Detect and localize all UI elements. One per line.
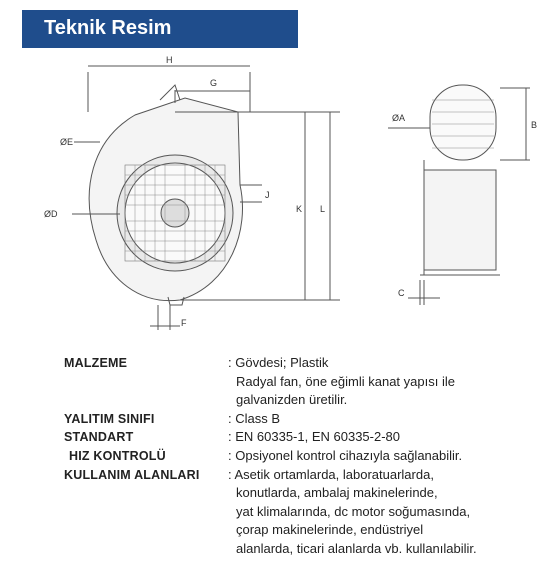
spec-value-line: alanlarda, ticari alanlarda vb. kullanılabilir. xyxy=(236,540,477,556)
dim-label-b: B xyxy=(531,120,538,130)
dim-label-c: C xyxy=(398,288,405,298)
spec-row-malzeme xyxy=(64,354,544,410)
spec-label: YALITIM SINIFI xyxy=(64,411,155,426)
spec-label: MALZEME xyxy=(64,356,128,370)
dim-label-oe: ØE xyxy=(60,137,74,147)
dim-label-h: H xyxy=(166,55,173,65)
spec-value-line: çorap makinelerinde, endüstriyel xyxy=(236,522,424,538)
spec-row-kullanim xyxy=(64,466,544,559)
spec-row-hiz xyxy=(64,447,544,466)
dim-label-j: J xyxy=(265,190,270,200)
dim-label-od: ØD xyxy=(44,209,58,219)
dim-label-f: F xyxy=(181,318,187,328)
spec-value: : Class B xyxy=(228,410,281,426)
spec-value-line: Radyal fan, öne eğimli kanat yapısı ile xyxy=(236,373,455,389)
spec-value xyxy=(228,354,544,410)
side-view-body xyxy=(424,170,496,270)
dim-label-g: G xyxy=(210,78,218,88)
spec-value-line: galvanizden üretilir. xyxy=(236,392,348,408)
spec-value-line: : Gövdesi; Plastik xyxy=(228,355,329,370)
spec-value-line: : Asetik ortamlarda, laboratuarlarda, xyxy=(228,466,434,482)
dim-label-k: K xyxy=(296,204,303,214)
spec-row-yalitim xyxy=(64,410,544,429)
spec-label: HIZ KONTROLÜ xyxy=(69,448,166,463)
spec-value: : Opsiyonel kontrol cihazıyla sağlanabilir. xyxy=(228,447,463,463)
spec-value-line: yat klimalarında, dc motor soğumasında, xyxy=(236,503,471,519)
spec-value xyxy=(228,466,544,559)
spec-value-line: konutlarda, ambalaj makinelerinde, xyxy=(236,485,438,501)
spec-label: STANDART xyxy=(64,430,134,445)
spec-label: KULLANIM ALANLARI xyxy=(64,467,200,482)
page-title: Teknik Resim xyxy=(44,17,172,39)
spec-table xyxy=(64,354,544,559)
spec-value: : EN 60335-1, EN 60335-2-80 xyxy=(228,429,400,445)
spec-row-standart xyxy=(64,428,544,447)
dim-label-l: L xyxy=(320,204,326,214)
dim-label-oa: ØA xyxy=(392,113,406,123)
